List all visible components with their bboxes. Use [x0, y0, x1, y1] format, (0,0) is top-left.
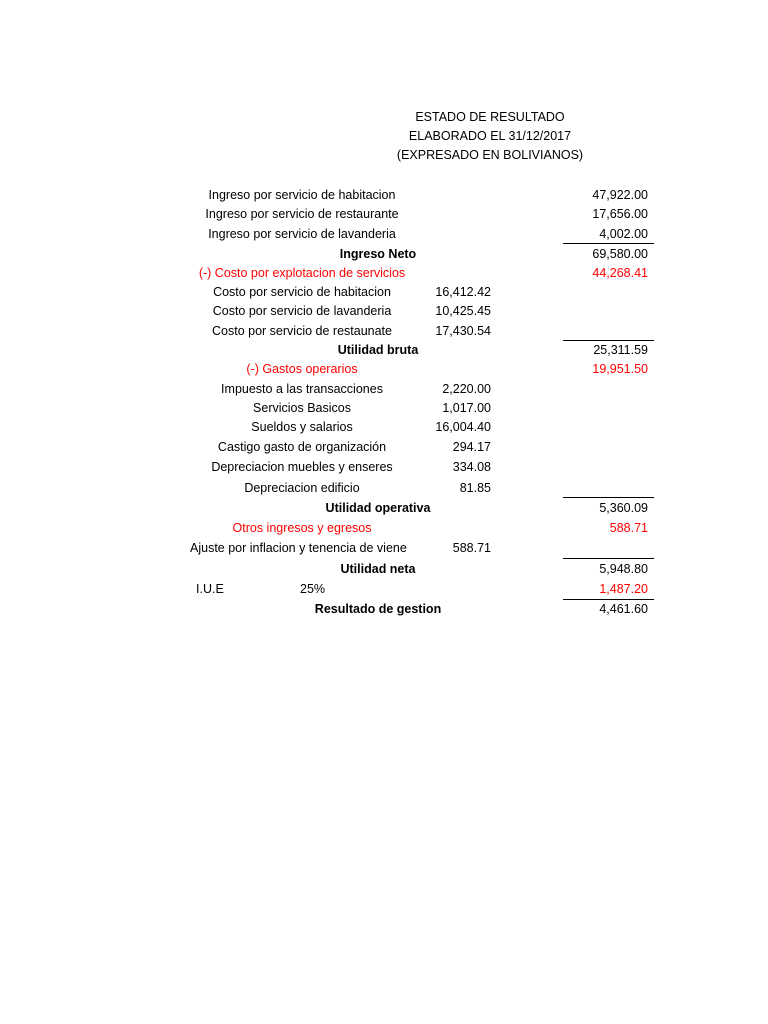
row-label: Sueldos y salarios	[251, 420, 353, 434]
row-total: 19,951.50	[592, 362, 648, 376]
row-total: 588.71	[609, 521, 648, 535]
row-label: I.U.E	[196, 582, 224, 596]
row-total: 17,656.00	[592, 207, 648, 221]
row-total: 1,487.20	[599, 582, 648, 596]
row-label: Ingreso por servicio de restaurante	[205, 207, 399, 221]
row-label: Servicios Basicos	[253, 401, 351, 415]
row-detail-value: 16,412.42	[435, 285, 491, 299]
row-label: Castigo gasto de organización	[217, 440, 387, 454]
row-detail-value: 10,425.45	[435, 304, 491, 318]
row-label: Costo por servicio de restaunate	[212, 324, 392, 338]
statement-title: ESTADO DE RESULTADO	[415, 110, 565, 124]
row-detail-value: 588.71	[452, 541, 491, 555]
tax-rate: 25%	[300, 582, 326, 596]
row-label: Resultado de gestion	[314, 602, 442, 616]
row-label: Utilidad bruta	[337, 343, 419, 357]
statement-currency: (EXPRESADO EN BOLIVIANOS)	[396, 148, 584, 162]
subtotal-rule	[563, 497, 654, 498]
row-label: Utilidad operativa	[325, 501, 431, 515]
subtotal-rule	[563, 558, 654, 559]
row-label: Impuesto a las transacciones	[221, 382, 383, 396]
statement-date: ELABORADO EL 31/12/2017	[408, 129, 572, 143]
row-detail-value: 294.17	[452, 440, 491, 454]
row-total: 4,002.00	[599, 227, 648, 241]
row-label: (-) Gastos operarios	[246, 362, 358, 376]
row-label: Ingreso por servicio de habitacion	[208, 188, 396, 202]
row-total: 25,311.59	[593, 343, 648, 357]
row-total: 4,461.60	[599, 602, 648, 616]
row-detail-value: 2,220.00	[442, 382, 491, 396]
row-total: 47,922.00	[592, 188, 648, 202]
row-total: 5,948.80	[599, 562, 648, 576]
row-label: Otros ingresos y egresos	[232, 521, 372, 535]
row-label: Costo por servicio de habitacion	[213, 285, 391, 299]
row-label: Ingreso por servicio de lavanderia	[208, 227, 396, 241]
row-label: (-) Costo por explotacion de servicios	[198, 266, 406, 280]
row-label: Utilidad neta	[340, 562, 416, 576]
row-total: 5,360.09	[599, 501, 648, 515]
row-detail-value: 334.08	[452, 460, 491, 474]
row-detail-value: 1,017.00	[442, 401, 491, 415]
row-label: Ingreso Neto	[339, 247, 417, 261]
row-detail-value: 16,004.40	[435, 420, 491, 434]
row-detail-value: 81.85	[459, 481, 491, 495]
row-label: Costo por servicio de lavanderia	[212, 304, 392, 318]
row-label: Depreciacion muebles y enseres	[211, 460, 393, 474]
row-total: 44,268.41	[592, 266, 648, 280]
subtotal-rule	[563, 243, 654, 244]
row-detail-value: 17,430.54	[435, 324, 491, 338]
row-label: Depreciacion edificio	[244, 481, 360, 495]
row-label: Ajuste por inflacion y tenencia de viene	[190, 541, 407, 555]
row-total: 69,580.00	[592, 247, 648, 261]
